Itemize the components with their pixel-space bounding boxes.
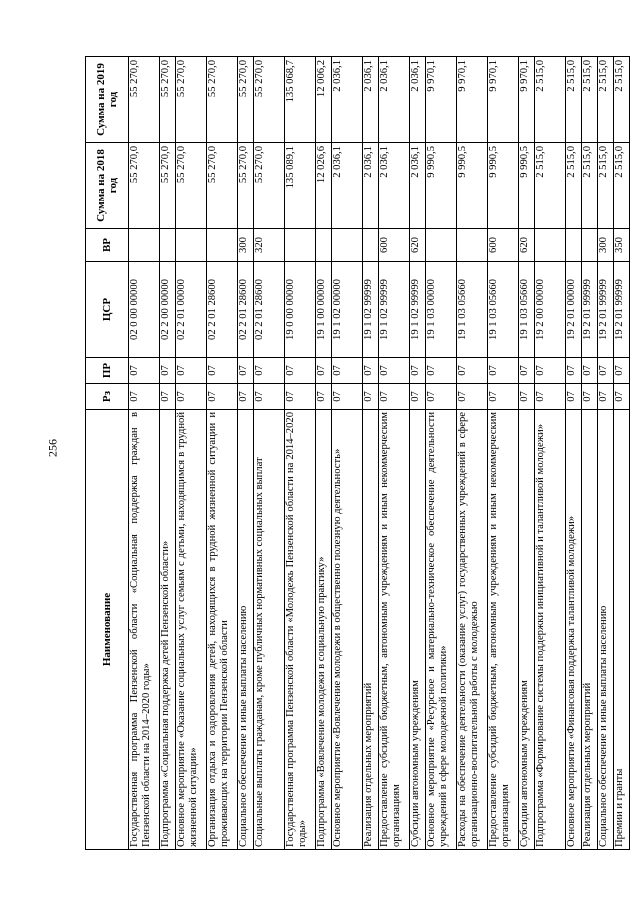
row-name: Государственная программа Пензенской области «Социальная поддержка граждан в Пензенской области на 2014–2020 годы» [129, 410, 160, 850]
row-pr: 07 [614, 358, 630, 384]
row-sum-2019: 55 270,0 [254, 57, 285, 143]
row-rz: 07 [488, 384, 519, 410]
row-sum-2018: 2 515,0 [598, 143, 614, 229]
row-pr: 07 [426, 358, 457, 384]
row-rz: 07 [457, 384, 488, 410]
row-pr: 07 [519, 358, 535, 384]
row-pr: 07 [598, 358, 614, 384]
table-row [598, 57, 614, 850]
row-name: Основное мероприятие «Ресурсное и материально-техническое обеспечение деятельности учреждений в сфере молодежной политики» [426, 410, 457, 850]
row-vr: 600 [379, 229, 410, 262]
row-sum-2018: 135 089,1 [285, 143, 316, 229]
budget-table [85, 56, 630, 850]
row-sum-2019: 135 068,7 [285, 57, 316, 143]
row-vr [176, 229, 207, 262]
row-csr: 19 2 01 00000 [566, 262, 582, 358]
table-row [129, 57, 160, 850]
table-row [488, 57, 519, 850]
row-vr: 620 [519, 229, 535, 262]
row-sum-2018: 2 036,1 [332, 143, 363, 229]
table-row [316, 57, 332, 850]
row-rz: 07 [316, 384, 332, 410]
row-vr [332, 229, 363, 262]
row-csr: 19 0 00 00000 [285, 262, 316, 358]
row-name: Предоставление субсидий бюджетным, автономным учреждениям и иным некоммерческим организациям [488, 410, 519, 850]
row-vr [160, 229, 176, 262]
header-rz: Рз [86, 384, 129, 410]
row-sum-2018: 2 515,0 [582, 143, 598, 229]
row-pr: 07 [254, 358, 285, 384]
row-vr [129, 229, 160, 262]
row-sum-2019: 2 036,1 [363, 57, 379, 143]
row-csr: 02 2 01 00000 [176, 262, 207, 358]
row-csr: 19 1 02 99999 [379, 262, 410, 358]
row-sum-2019: 2 036,1 [379, 57, 410, 143]
row-csr: 19 1 03 05660 [488, 262, 519, 358]
row-vr [316, 229, 332, 262]
row-csr: 19 1 00 00000 [316, 262, 332, 358]
row-vr [285, 229, 316, 262]
row-name: Предоставление субсидий бюджетным, автономным учреждениям и иным некоммерческим организациям [379, 410, 410, 850]
row-pr: 07 [410, 358, 426, 384]
row-sum-2018: 2 515,0 [614, 143, 630, 229]
row-name: Основное мероприятие «Финансовая поддержка талантливой молодежи» [566, 410, 582, 850]
row-name: Социальное обеспечение и иные выплаты населению [598, 410, 614, 850]
header-vr: ВР [86, 229, 129, 262]
header-sum-2019: Сумма на 2019 год [86, 57, 129, 143]
row-pr: 07 [582, 358, 598, 384]
row-sum-2018: 55 270,0 [207, 143, 238, 229]
table-row [176, 57, 207, 850]
row-sum-2018: 55 270,0 [160, 143, 176, 229]
row-vr: 320 [254, 229, 285, 262]
row-csr: 19 1 03 05660 [457, 262, 488, 358]
row-sum-2018: 9 990,5 [457, 143, 488, 229]
row-sum-2019: 9 970,1 [488, 57, 519, 143]
row-sum-2019: 55 270,0 [160, 57, 176, 143]
table-row [238, 57, 254, 850]
row-name: Организация отдыха и оздоровления детей, находящихся в трудной жизненной ситуации и проживающих на территории Пензенской области [207, 410, 238, 850]
table-row [379, 57, 410, 850]
row-sum-2019: 9 970,1 [519, 57, 535, 143]
row-name: Государственная программа Пензенской области «Молодежь Пензенской области на 2014–2020 годы» [285, 410, 316, 850]
table-row [254, 57, 285, 850]
row-pr: 07 [285, 358, 316, 384]
row-csr: 19 2 00 00000 [535, 262, 566, 358]
row-sum-2019: 55 270,0 [238, 57, 254, 143]
row-sum-2018: 55 270,0 [129, 143, 160, 229]
row-rz: 07 [566, 384, 582, 410]
row-vr: 600 [488, 229, 519, 262]
row-sum-2018: 9 990,5 [488, 143, 519, 229]
table-row [582, 57, 598, 850]
row-pr: 07 [332, 358, 363, 384]
row-csr: 19 1 02 00000 [332, 262, 363, 358]
row-sum-2018: 2 036,1 [379, 143, 410, 229]
header-name: Наименование [86, 410, 129, 850]
row-vr [457, 229, 488, 262]
row-rz: 07 [285, 384, 316, 410]
row-rz: 07 [535, 384, 566, 410]
table-row [519, 57, 535, 850]
row-sum-2018: 12 026,6 [316, 143, 332, 229]
row-vr: 350 [614, 229, 630, 262]
row-sum-2019: 2 036,1 [410, 57, 426, 143]
row-name: Социальные выплаты гражданам, кроме публичных нормативных социальных выплат [254, 410, 285, 850]
row-rz: 07 [582, 384, 598, 410]
row-sum-2019: 2 515,0 [535, 57, 566, 143]
row-pr: 07 [207, 358, 238, 384]
row-vr: 300 [238, 229, 254, 262]
row-pr: 07 [379, 358, 410, 384]
table-row [285, 57, 316, 850]
row-rz: 07 [410, 384, 426, 410]
row-rz: 07 [519, 384, 535, 410]
row-name: Субсидии автономным учреждениям [410, 410, 426, 850]
row-name: Социальное обеспечение и иные выплаты населению [238, 410, 254, 850]
row-sum-2018: 55 270,0 [176, 143, 207, 229]
row-sum-2019: 55 270,0 [176, 57, 207, 143]
row-pr: 07 [238, 358, 254, 384]
row-csr: 19 1 02 99999 [363, 262, 379, 358]
row-vr [426, 229, 457, 262]
header-sum-2018: Сумма на 2018 год [86, 143, 129, 229]
row-name: Расходы на обеспечение деятельности (оказание услуг) государственных учреждений в сфере организационно-воспитательной работы с молодежью [457, 410, 488, 850]
row-pr: 07 [160, 358, 176, 384]
row-rz: 07 [238, 384, 254, 410]
row-sum-2019: 55 270,0 [129, 57, 160, 143]
table-body [129, 57, 630, 850]
table-row [566, 57, 582, 850]
row-name: Подпрограмма «Формирование системы поддержки инициативной и талантливой молодежи» [535, 410, 566, 850]
row-rz: 07 [614, 384, 630, 410]
table-row [160, 57, 176, 850]
row-sum-2019: 2 515,0 [582, 57, 598, 143]
row-rz: 07 [426, 384, 457, 410]
row-rz: 07 [363, 384, 379, 410]
row-csr: 19 1 03 05660 [519, 262, 535, 358]
row-sum-2018: 2 036,1 [363, 143, 379, 229]
table-row [457, 57, 488, 850]
row-csr: 02 0 00 00000 [129, 262, 160, 358]
row-sum-2018: 9 990,5 [426, 143, 457, 229]
row-csr: 19 2 01 99999 [598, 262, 614, 358]
table-row [614, 57, 630, 850]
row-vr [582, 229, 598, 262]
row-sum-2019: 2 515,0 [598, 57, 614, 143]
row-csr: 19 2 01 99999 [582, 262, 598, 358]
table-row [426, 57, 457, 850]
row-vr [207, 229, 238, 262]
row-sum-2018: 9 990,5 [519, 143, 535, 229]
row-sum-2019: 2 515,0 [566, 57, 582, 143]
row-name: Основное мероприятие «Вовлечение молодежи в общественно полезную деятельность» [332, 410, 363, 850]
row-pr: 07 [457, 358, 488, 384]
row-pr: 07 [363, 358, 379, 384]
row-sum-2019: 2 515,0 [614, 57, 630, 143]
row-name: Подпрограмма «Социальная поддержка детей Пензенской области» [160, 410, 176, 850]
row-vr [363, 229, 379, 262]
row-rz: 07 [332, 384, 363, 410]
row-sum-2018: 55 270,0 [238, 143, 254, 229]
header-csr: ЦСР [86, 262, 129, 358]
row-vr: 620 [410, 229, 426, 262]
table-row [207, 57, 238, 850]
header-pr: ПР [86, 358, 129, 384]
page-number: 256 [45, 439, 60, 457]
rotated-table-container [85, 57, 635, 850]
row-pr: 07 [488, 358, 519, 384]
row-sum-2018: 2 036,1 [410, 143, 426, 229]
row-rz: 07 [598, 384, 614, 410]
row-pr: 07 [535, 358, 566, 384]
table-row [535, 57, 566, 850]
row-rz: 07 [379, 384, 410, 410]
table-row [332, 57, 363, 850]
row-sum-2019: 55 270,0 [207, 57, 238, 143]
row-rz: 07 [160, 384, 176, 410]
row-vr [535, 229, 566, 262]
row-csr: 19 1 02 99999 [410, 262, 426, 358]
row-sum-2018: 2 515,0 [566, 143, 582, 229]
table-header-row [86, 57, 129, 850]
row-sum-2019: 2 036,1 [332, 57, 363, 143]
row-csr: 02 2 00 00000 [160, 262, 176, 358]
row-sum-2019: 9 970,1 [457, 57, 488, 143]
row-csr: 02 2 01 28600 [254, 262, 285, 358]
row-pr: 07 [566, 358, 582, 384]
row-csr: 02 2 01 28600 [207, 262, 238, 358]
row-name: Основное мероприятие «Оказание социальных услуг семьям с детьми, находящимся в трудной жизненной ситуации» [176, 410, 207, 850]
table-row [363, 57, 379, 850]
row-name: Субсидии автономным учреждениям [519, 410, 535, 850]
row-sum-2018: 55 270,0 [254, 143, 285, 229]
row-name: Реализация отдельных мероприятий [363, 410, 379, 850]
row-name: Реализация отдельных мероприятий [582, 410, 598, 850]
row-csr: 19 2 01 99999 [614, 262, 630, 358]
row-rz: 07 [207, 384, 238, 410]
row-name: Премии и гранты [614, 410, 630, 850]
table-row [410, 57, 426, 850]
row-vr [566, 229, 582, 262]
row-csr: 19 1 03 00000 [426, 262, 457, 358]
row-pr: 07 [176, 358, 207, 384]
row-pr: 07 [129, 358, 160, 384]
row-rz: 07 [129, 384, 160, 410]
row-csr: 02 2 01 28600 [238, 262, 254, 358]
row-sum-2019: 12 006,2 [316, 57, 332, 143]
row-pr: 07 [316, 358, 332, 384]
row-name: Подпрограмма «Вовлечение молодежи в социальную практику» [316, 410, 332, 850]
row-vr: 300 [598, 229, 614, 262]
row-rz: 07 [254, 384, 285, 410]
row-sum-2018: 2 515,0 [535, 143, 566, 229]
row-rz: 07 [176, 384, 207, 410]
row-sum-2019: 9 970,1 [426, 57, 457, 143]
